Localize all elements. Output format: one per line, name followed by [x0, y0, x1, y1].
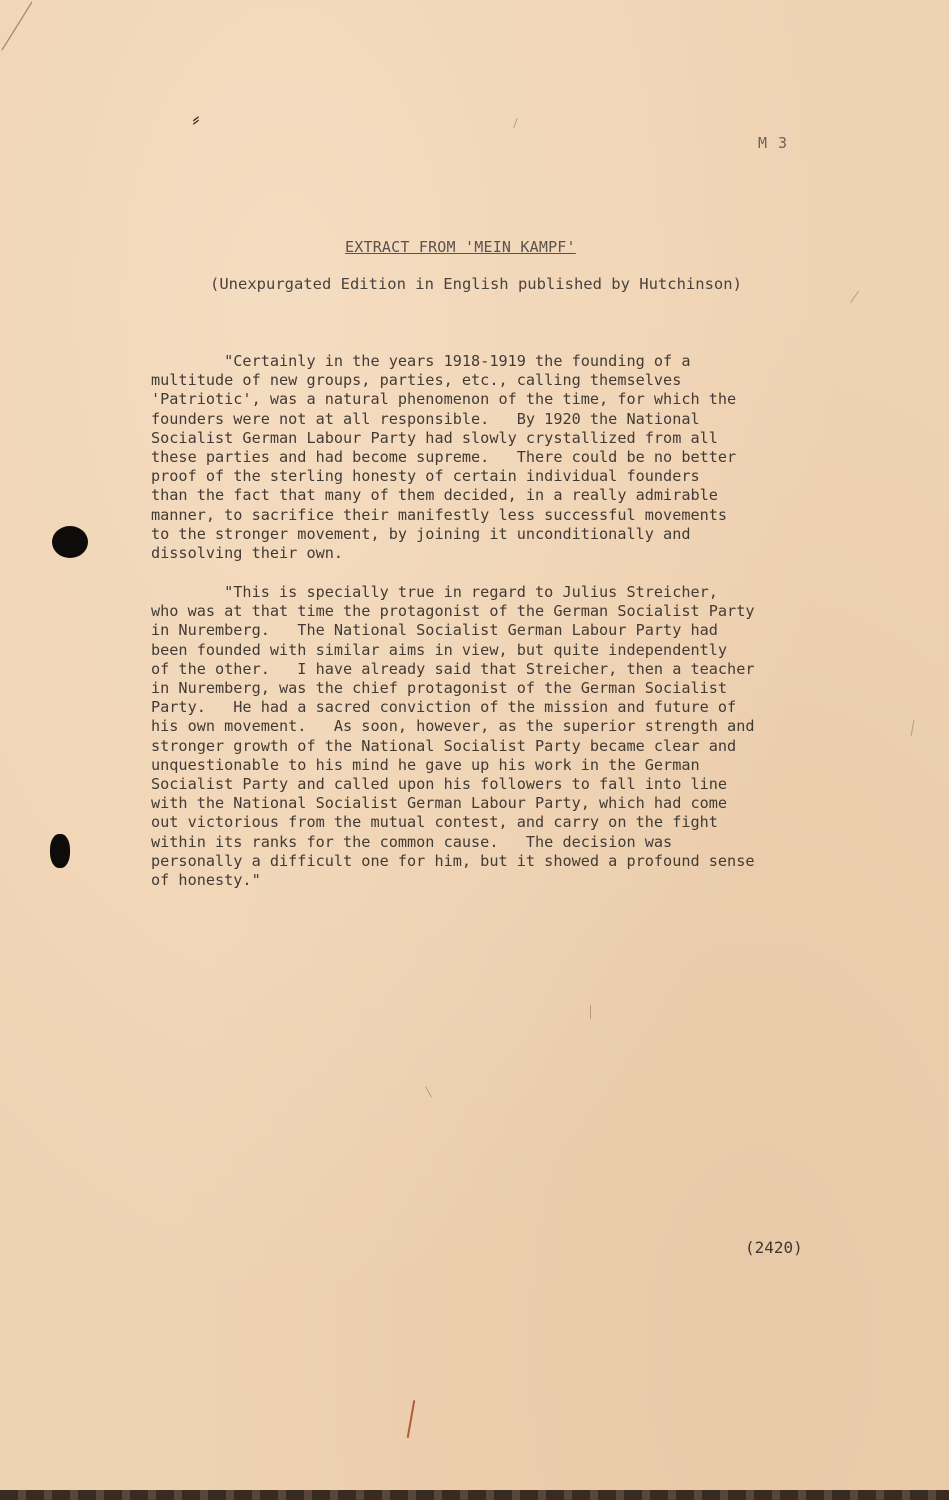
punch-hole: [52, 526, 88, 558]
document-subtitle: (Unexpurgated Edition in English published by Hutchinson): [210, 275, 742, 293]
handwritten-mark: ⸗: [189, 106, 202, 133]
paper-speck: [513, 118, 517, 128]
paragraph-2: "This is specially true in regard to Julius Streicher, who was at that time the protagonist of the German Socialist Party in Nuremberg. The National Socialist German Labour Party had been founded with similar aims in view, but quite independently of the other. I have already said that Streicher, then a teacher in Nuremberg, was the chief protagonist of the German Socialist Party. He had a sacred conviction of the mission and future of his own movement. As soon, however, as the superior strength and stronger growth of the National Socialist Party became clear and unquestionable to his mind he gave up his work in the German Socialist Party and called upon his followers to fall into line with the National Socialist German Labour Party, which had come out victorious from the mutual contest, and carry on the fight within its ranks for the common cause. The decision was personally a difficult one for him, but it showed a profound sense of honesty.": [151, 583, 755, 890]
page-bottom-edge: [0, 1490, 949, 1500]
paper-speck: [590, 1005, 591, 1019]
document-number: (2420): [745, 1238, 803, 1257]
punch-hole: [50, 834, 70, 868]
page-corner-fold: [0, 0, 40, 60]
document-title: EXTRACT FROM 'MEIN KAMPF': [345, 238, 576, 256]
paragraph-1: "Certainly in the years 1918-1919 the founding of a multitude of new groups, parties, etc., calling themselves 'Patriotic', was a natural phenomenon of the time, for which the founders were not at all responsible. By 1920 the National Socialist German Labour Party had slowly crystallized from all these parties and had become supreme. There could be no better proof of the sterling honesty of certain individual founders than the fact that many of them decided, in a really admirable manner, to sacrifice their manifestly less successful movements to the stronger movement, by joining it unconditionally and dissolving their own.: [151, 352, 737, 563]
page-reference: M 3: [758, 134, 789, 152]
paper-speck: [850, 291, 859, 303]
paper-speck: [911, 720, 915, 736]
pencil-mark: [407, 1400, 416, 1438]
paper-speck: [425, 1087, 432, 1098]
